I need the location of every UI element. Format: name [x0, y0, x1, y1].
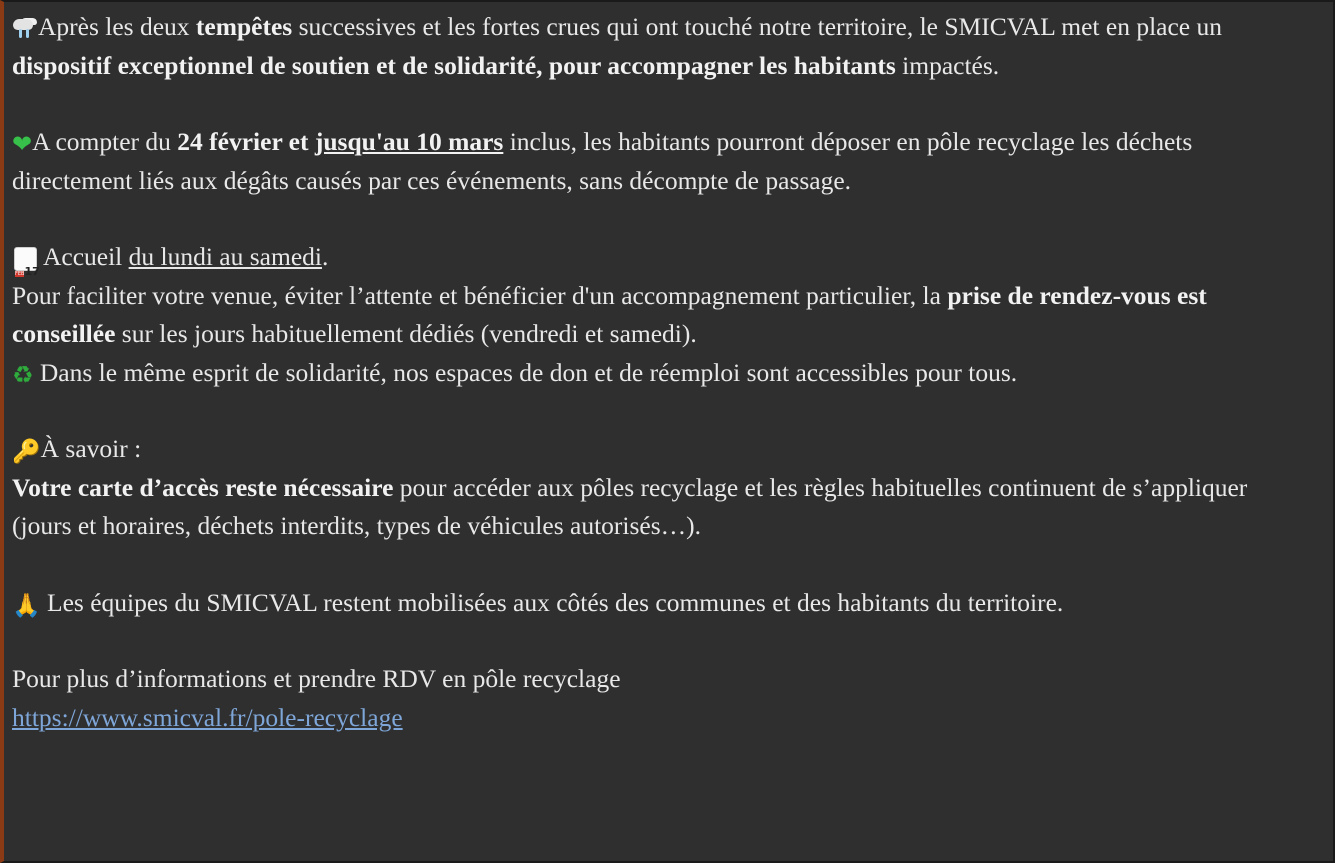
- text-segment: inclus, les habitants pourront déposer en pôle recyclage les déchets directement liés aux dégâts causés par ces événements, sans décompte de passage.: [12, 127, 1193, 195]
- text-segment-bold: dispositif exceptionnel de soutien et de solidarité, pour accompagner les habitants: [12, 50, 896, 80]
- text-segment: successives et les fortes crues qui ont touché notre territoire, le SMICVAL met en place un: [292, 12, 1222, 41]
- text-segment: A compter du: [32, 127, 178, 156]
- document-content: [12, 8, 1307, 737]
- text-segment: Dans le même esprit de solidarité, nos espaces de don et de réemploi sont accessibles pour tous.: [33, 357, 1018, 387]
- key-icon: 🔑: [12, 439, 41, 465]
- text-segment-bold: tempêtes: [195, 12, 293, 41]
- paragraph-teams: [12, 584, 1307, 623]
- paragraph-dates: [12, 123, 1307, 200]
- text-segment-bold: 24 février et: [177, 127, 315, 156]
- paragraph-spacer: [12, 622, 1307, 660]
- paragraph-opening-days: [12, 238, 1307, 277]
- text-segment-bold: prise de rendez-vous est conseillée: [12, 280, 1207, 348]
- calendar-day: 17: [24, 265, 40, 278]
- paragraph-good-to-know-title: [12, 430, 1307, 469]
- folded-hands-icon: 🙏: [12, 592, 41, 619]
- recycling-icon: ♻: [12, 360, 34, 389]
- paragraph-more-info: [12, 660, 1307, 699]
- text-segment: Après les deux: [38, 12, 196, 41]
- text-segment-bold: Votre carte d’accès reste nécessaire: [12, 472, 394, 502]
- paragraph-storm-intro: [12, 8, 1307, 85]
- smicval-pole-recyclage-link[interactable]: https://www.smicval.fr/pole-recyclage: [12, 702, 403, 732]
- text-segment-underline: du lundi au samedi: [128, 242, 322, 271]
- text-segment: sur les jours habituellement dédiés (vendredi et samedi).: [115, 319, 697, 348]
- text-segment: .: [321, 242, 329, 271]
- paragraph-spacer: [12, 85, 1307, 123]
- calendar-icon: [12, 245, 40, 278]
- text-segment: À savoir :: [40, 434, 142, 463]
- paragraph-spacer: [12, 546, 1307, 584]
- calendar-month: FEB: [15, 271, 25, 277]
- text-segment: Pour faciliter votre venue, éviter l’attente et bénéficier d'un accompagnement particulier, la: [12, 280, 948, 310]
- text-segment-bold-underline: jusqu'au 10 mars: [314, 127, 504, 156]
- text-segment: Les équipes du SMICVAL restent mobilisées aux côtés des communes et des habitants du territoire.: [40, 587, 1064, 617]
- text-segment: Pour plus d’informations et prendre RDV en pôle recyclage: [12, 664, 621, 693]
- text-segment: Accueil: [42, 242, 129, 271]
- paragraph-appointment: [12, 277, 1307, 354]
- paragraph-reuse: [12, 354, 1307, 393]
- text-segment: pour accéder aux pôles recyclage et les règles habituelles continuent de s’appliquer (jours et horaires, déchets interdits, types de véhicules autorisés…).: [12, 472, 1248, 540]
- text-segment: impactés.: [895, 50, 1000, 80]
- paragraph-link: [12, 699, 1307, 738]
- paragraph-spacer: [12, 200, 1307, 238]
- cloud-with-rain-icon: [12, 18, 38, 38]
- green-heart-icon: ❤: [12, 130, 33, 158]
- paragraph-access-card: [12, 469, 1307, 546]
- paragraph-spacer: [12, 392, 1307, 430]
